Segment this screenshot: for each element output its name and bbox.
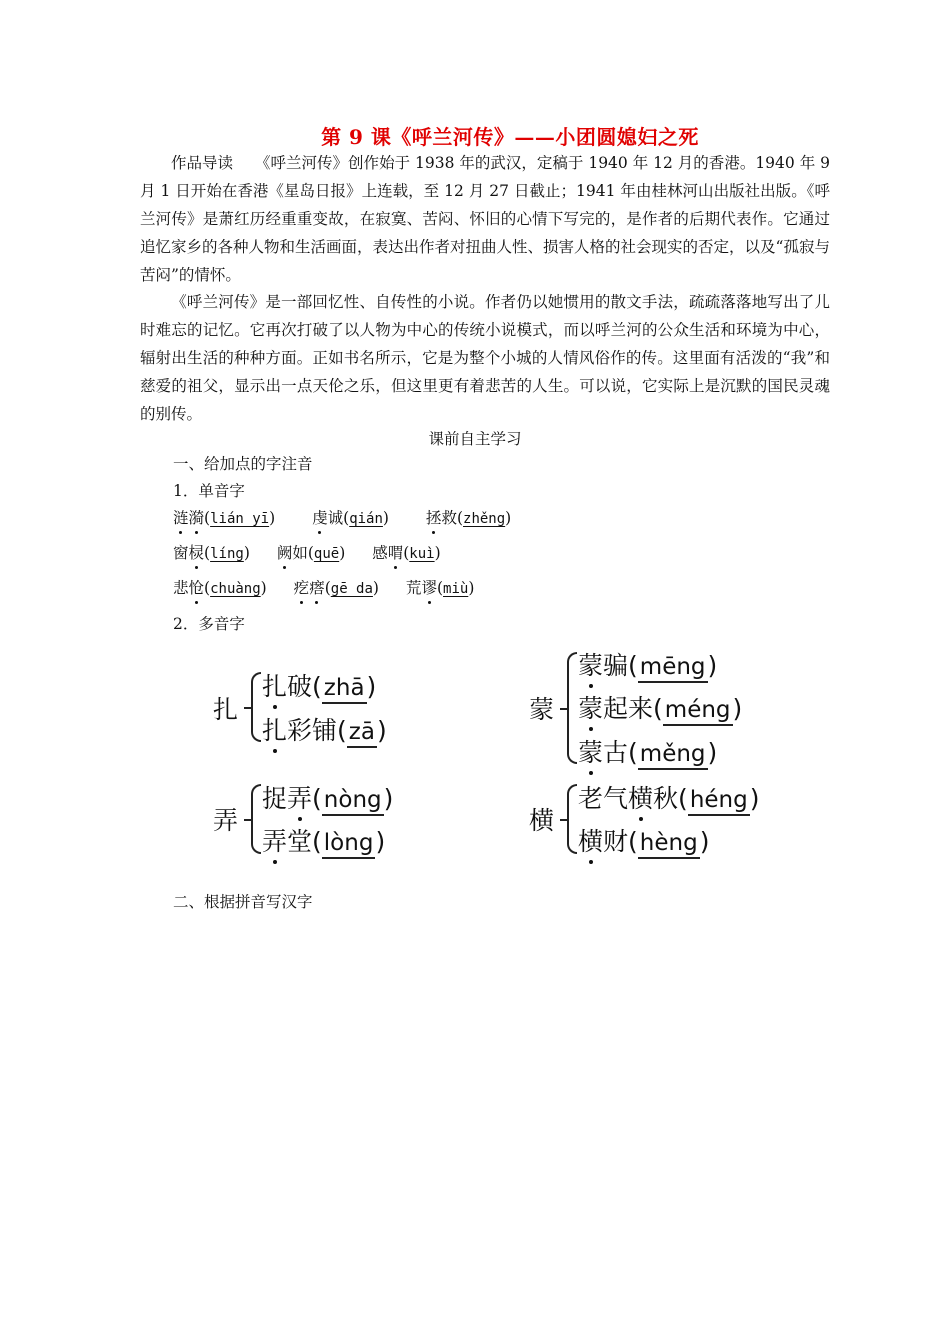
word-beichuang: 悲怆(chuàng) <box>173 579 267 597</box>
brace <box>251 672 261 742</box>
multi-sound-heading: 2．多音字 <box>173 615 245 633</box>
question-2-heading: 二、根据拼音写汉字 <box>173 893 313 911</box>
multi-item: 扎彩铺(zā) <box>262 711 387 748</box>
brace <box>251 784 261 854</box>
word-lianyi: 涟漪(lián yī) <box>173 509 276 527</box>
single-sound-row-3 <box>173 576 496 598</box>
multi-item: 蒙起来(méng) <box>578 689 742 726</box>
multi-item: 老气横秋(héng) <box>578 779 759 816</box>
section-heading: 课前自主学习 <box>428 430 522 448</box>
question-1-heading: 一、给加点的字注音 <box>173 455 313 473</box>
head-char-meng: 蒙 <box>529 695 555 724</box>
single-sound-row-2 <box>173 541 463 563</box>
intro-label: 作品导读 <box>171 154 234 172</box>
brace <box>567 784 577 854</box>
multi-item: 捉弄(nòng) <box>262 779 393 816</box>
word-zhengjiu: 拯救(zhěng) <box>425 509 512 527</box>
head-char-nong: 弄 <box>213 806 239 835</box>
head-char-zha: 扎 <box>213 695 239 724</box>
word-gankui: 感喟(kuì) <box>372 544 441 562</box>
word-chuangling: 窗棂(líng) <box>173 544 250 562</box>
word-queru: 阙如(quē) <box>276 544 346 562</box>
word-geda: 疙瘩(gē da) <box>293 579 379 597</box>
multi-item: 蒙古(měng) <box>578 733 717 770</box>
word-qiancheng: 虔诚(qián) <box>312 509 389 527</box>
page-title: 第 9 课《呼兰河传》——小团圆媳妇之死 <box>321 125 699 149</box>
single-sound-heading: 1．单音字 <box>173 482 245 500</box>
multi-item: 横财(hèng) <box>578 822 709 859</box>
intro-text-1: 《呼兰河传》创作始于 1938 年的武汉，定稿于 1940 年 12 月的香港。1940 年 9 月 1 日开始在香港《星岛日报》上连载，至 12 月 27 日截止；1941 年由桂林河山出版社出版。《呼兰河传》是萧红历经重重变故，在寂寞、苦闷、怀旧的心情下写完的，是作者的后期代表作。它通过追忆家乡的各种人物和生活画面，表达出作者对扭曲人性、损害人格的社会现实的否定，以及“孤寂与苦闷”的情怀。 <box>140 154 830 284</box>
multi-item: 弄堂(lòng) <box>262 822 385 859</box>
multi-item: 蒙骗(mēng) <box>578 646 717 683</box>
head-char-heng: 横 <box>529 806 555 835</box>
single-sound-row-1 <box>173 506 533 528</box>
intro-text-2: 《呼兰河传》是一部回忆性、自传性的小说。作者仍以她惯用的散文手法，疏疏落落地写出了儿时难忘的记忆。它再次打破了以人物为中心的传统小说模式，而以呼兰河的公众生活和环境为中心，辐射出生活的种种方面。正如书名所示，它是为整个小城的人情风俗作的传。这里面有活泼的“我”和慈爱的祖父，显示出一点天伦之乐，但这里更有着悲苦的人生。可以说，它实际上是沉默的国民灵魂的别传。 <box>140 293 830 423</box>
word-huangmiu: 荒谬(miù) <box>405 579 475 597</box>
brace <box>567 652 577 764</box>
intro-paragraph-2 <box>140 288 830 428</box>
intro-paragraph-1 <box>140 149 830 289</box>
multi-item: 扎破(zhā) <box>262 667 376 704</box>
